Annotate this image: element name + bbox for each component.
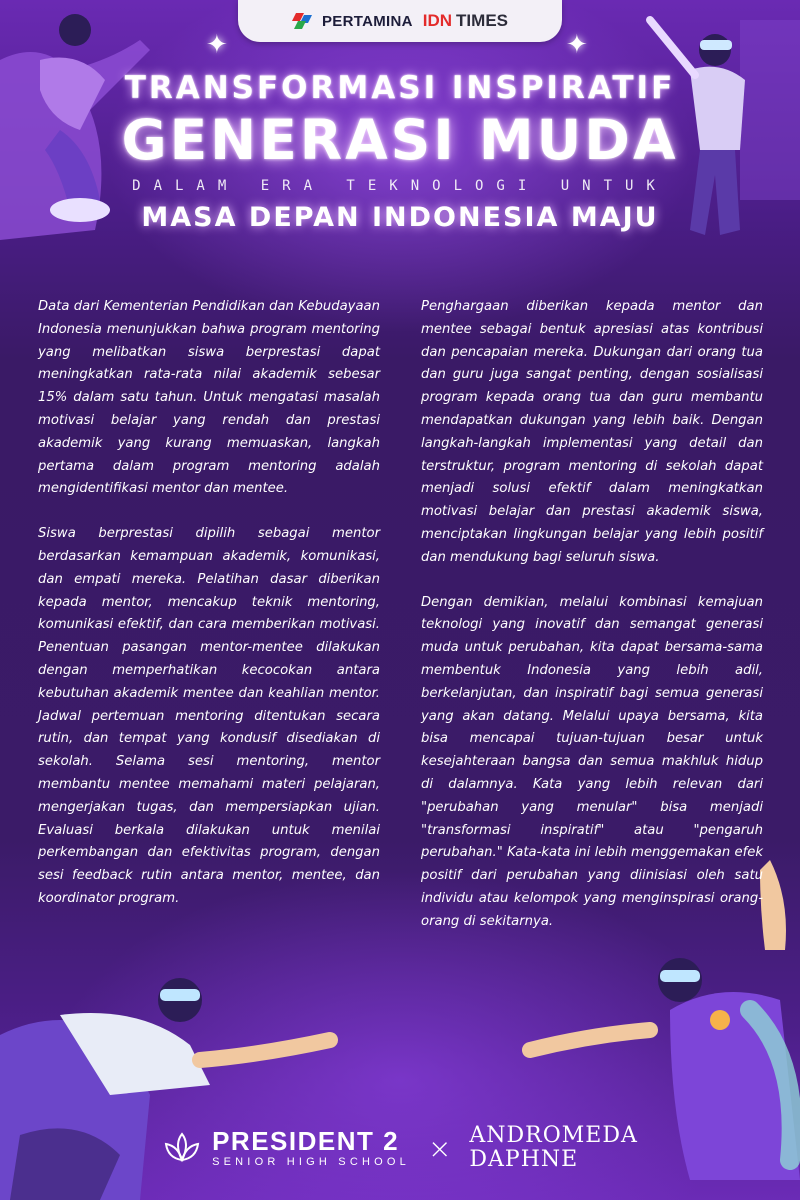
school-name: PRESIDENT 2	[212, 1126, 400, 1156]
lotus-logo-icon	[162, 1130, 202, 1166]
separator-x: ×	[427, 1131, 452, 1165]
sparkle-star-icon: ✦	[206, 30, 228, 60]
partner-line-2: DAPHNE	[469, 1147, 579, 1172]
title-block	[0, 70, 800, 233]
paragraph: Penghargaan diberikan kepada mentor dan mentee sebagai bentuk apresiasi atas kontribusi dan pencapaian mereka. Dukungan dari orang tua dan guru juga sangat penting, dengan sosialisasi program kepada orang tua dan guru membantu mendapatkan dukungan yang lebih baik. Dengan langkah-langkah implementasi yang detail dan terstruktur, program mentoring di sekolah dapat menjadi solusi efektif dalam meningkatkan motivasi belajar dan prestasi akademik siswa, menciptakan lingkungan belajar yang lebih positif dan mendukung bagi seluruh siswa.	[421, 299, 763, 565]
paragraph: Data dari Kementerian Pendidikan dan Kebudayaan Indonesia menunjukkan bahwa program mentoring yang melibatkan siswa berprestasi dapat meningkatkan rata-rata nilai akademik sebesar 15% dalam satu tahun. Untuk mengatasi masalah motivasi belajar yang rendah dan prestasi akademik yang kurang memuaskan, langkah pertama dalam program mentoring adalah mengidentifikasi mentor dan mentee.	[38, 299, 380, 497]
school-logo	[162, 1127, 410, 1169]
paragraph: Dengan demikian, melalui kombinasi kemajuan teknologi yang inovatif dan semangat generasi muda untuk perubahan, kita dapat bersama-sama membentuk Indonesia yang lebih adil, berkelanjutan, dan inspiratif bagi semua generasi yang akan datang. Melalui upaya bersama, kita bisa mencapai tujuan-tujuan besar untuk kesejahteraan bangsa dan semua makhluk hidup di dalamnya. Kata yang lebih relevan dari "perubahan yang menular" bisa menjadi "transformasi inspiratif" atau "pengaruh perubahan." Kata-kata ini lebih menggemakan efek positif dari perubahan yang diinisiasi oleh satu individu atau kelompok yang menginspirasi orang-orang di sekitarnya.	[421, 594, 763, 929]
pertamina-logo-icon	[292, 11, 316, 31]
title-line-3: DALAM ERA TEKNOLOGI UNTUK	[132, 178, 668, 194]
idn-label: IDN	[422, 11, 453, 30]
school-subtitle: SENIOR HIGH SCHOOL	[212, 1156, 410, 1168]
body-column-left	[38, 296, 380, 933]
body-column-right	[421, 296, 763, 956]
idn-times-logo	[423, 11, 508, 31]
pertamina-label: PERTAMINA	[322, 12, 413, 30]
partner-logo	[469, 1124, 638, 1172]
paragraph: Siswa berprestasi dipilih sebagai mentor berdasarkan kemampuan akademik, komunikasi, dan empati mereka. Pelatihan dasar diberikan kepada mentor, mencakup teknik mentoring, komunikasi efektif, dan cara memberikan motivasi. Penentuan pasangan mentor-mentee dilakukan dengan memperhatikan kecocokan antara kebutuhan akademik mentee dan keahlian mentor. Jadwal pertemuan mentoring ditentukan secara rutin, dan tempat yang kondusif disediakan di sekolah. Selama sesi mentoring, mentor membantu mentee memahami materi pelajaran, mengerjakan tugas, dan mempersiapkan ujian. Evaluasi berkala dilakukan untuk menilai perkembangan dan efektivitas program, dengan sesi feedback rutin antara mentor, mentee, dan koordinator program.	[38, 526, 380, 906]
sponsor-bar	[238, 0, 562, 42]
pertamina-logo	[292, 11, 413, 31]
title-line-4: MASA DEPAN INDONESIA MAJU	[141, 202, 659, 233]
times-label: TIMES	[456, 11, 508, 30]
partner-line-1: ANDROMEDA	[469, 1123, 638, 1148]
title-line-2: GENERASI MUDA	[121, 108, 679, 172]
title-line-1: TRANSFORMASI INSPIRATIF	[124, 70, 676, 106]
sparkle-star-icon: ✦	[566, 30, 588, 60]
footer-logos	[0, 1118, 800, 1178]
